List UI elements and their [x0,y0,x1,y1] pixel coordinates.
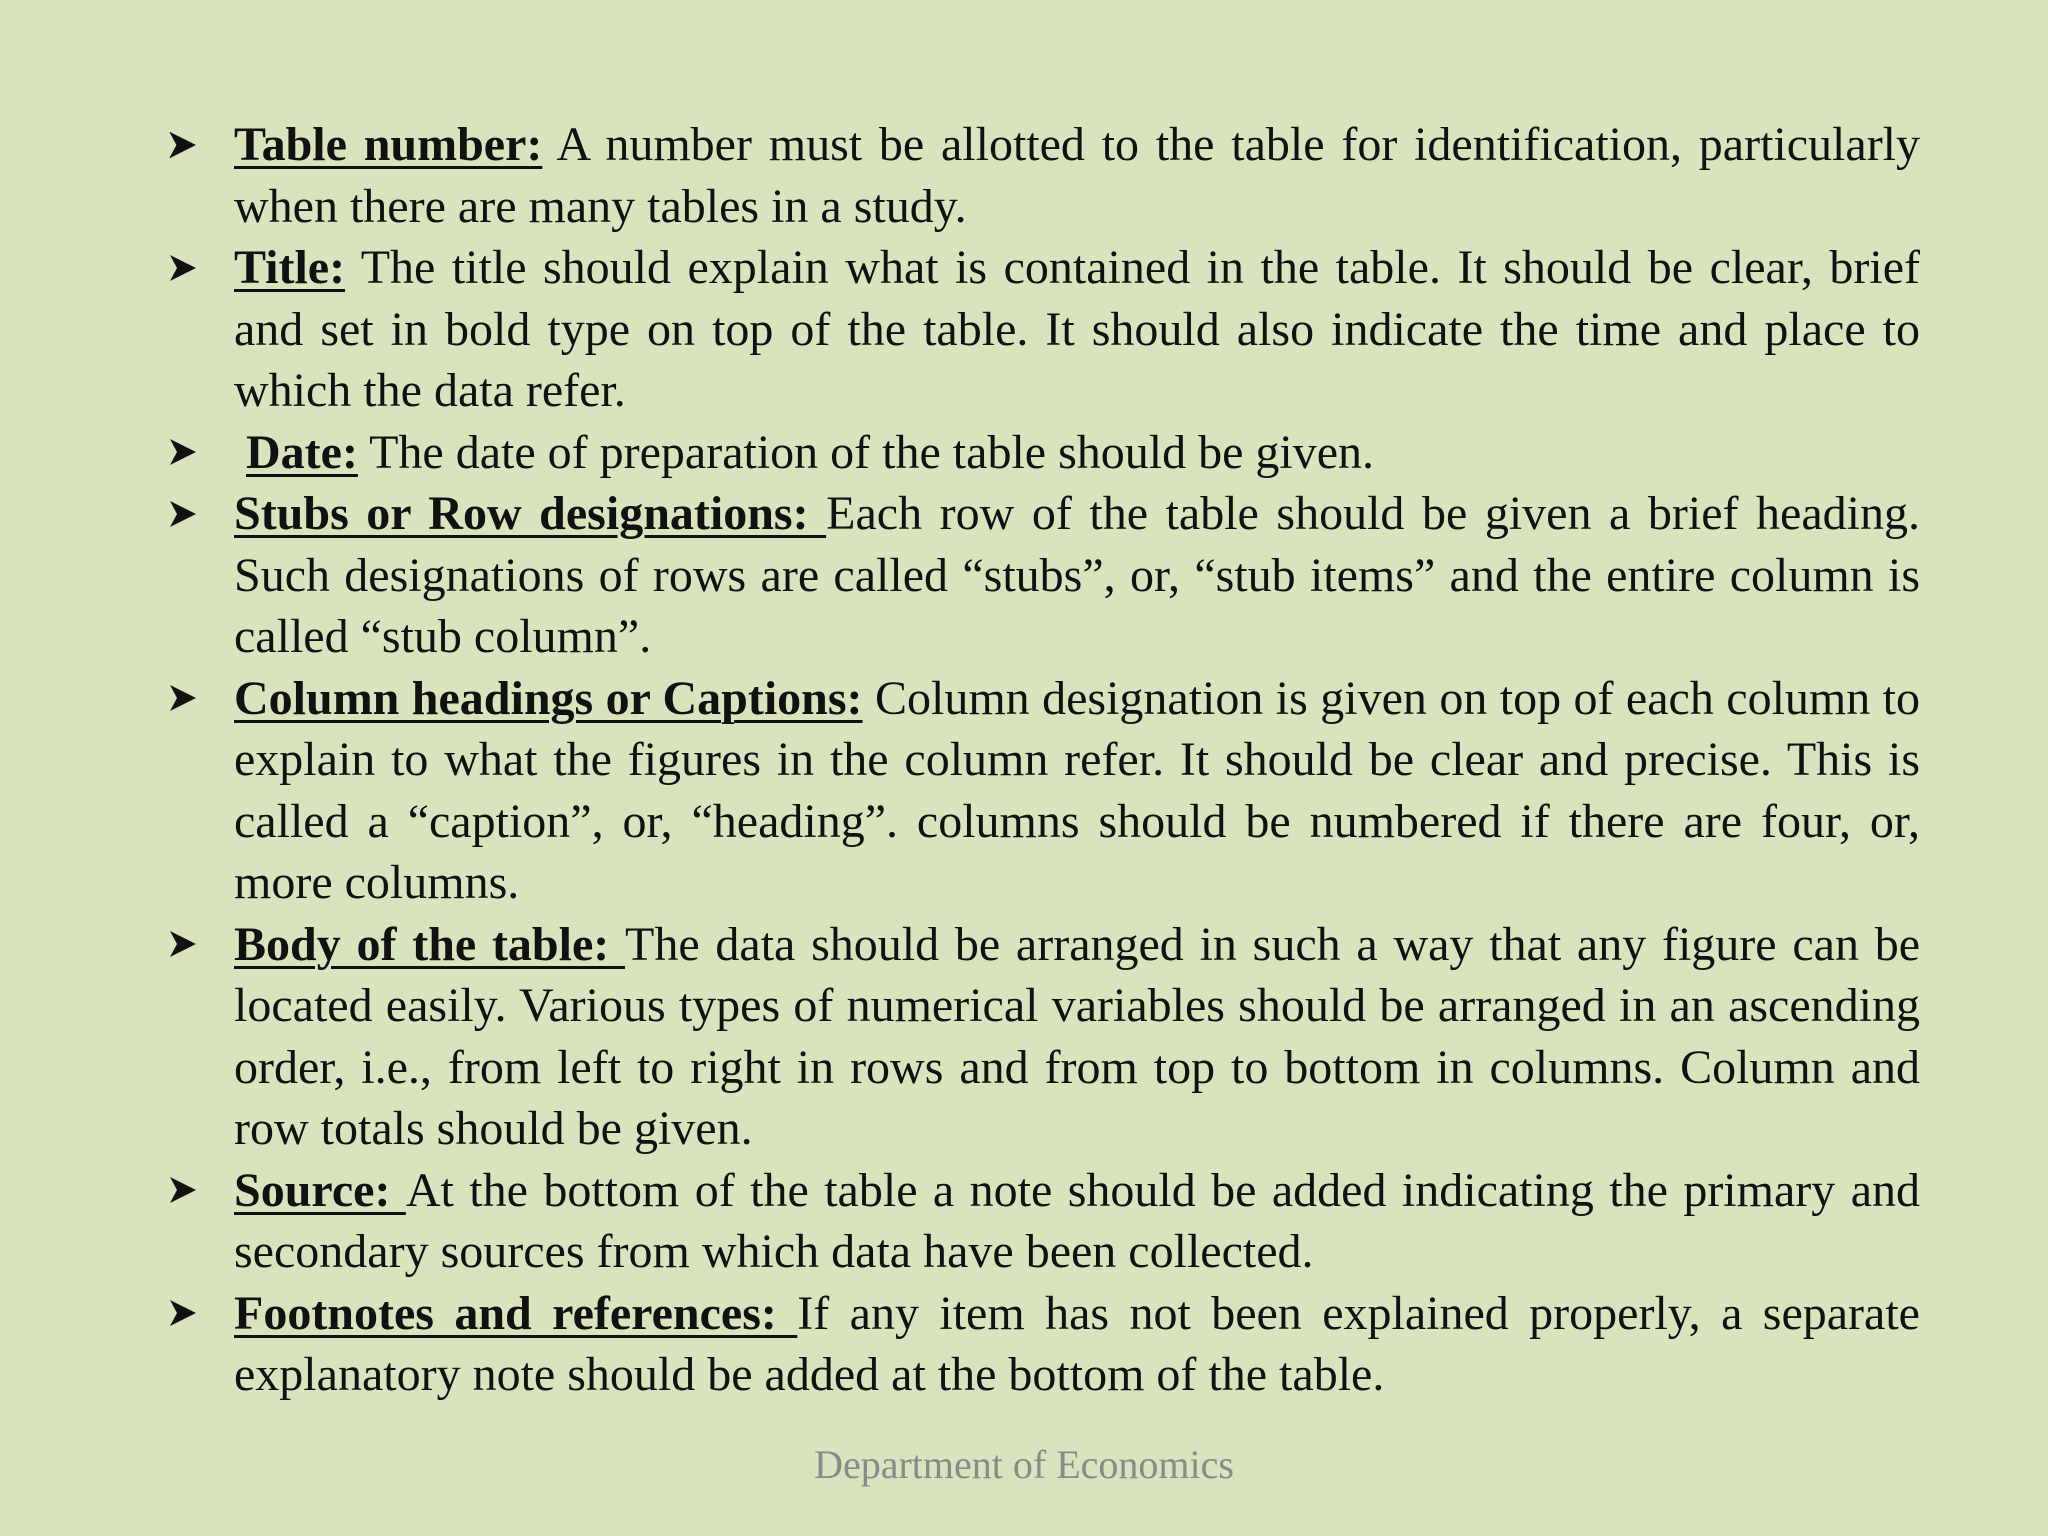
bullet-item-footnotes [168,1283,1920,1406]
bullet-term: Source: [234,1163,406,1217]
bullet-term: Table number: [234,118,543,171]
arrowhead-bullet-icon [168,422,208,484]
bullet-text: Each row of the table should be given a brief heading. Such designations of rows are called “stubs”, or, “stub items” and the entire column is called “stub column”. [234,487,1921,663]
bullet-term: Stubs or Row designations: [234,487,827,540]
bullet-term: Footnotes and references: [234,1286,798,1340]
arrowhead-bullet-icon [168,914,208,976]
bullet-item-body [168,914,1920,1160]
bullet-list [168,114,1920,1406]
bullet-text: Column designation is given on top of each column to explain to what the figures in the column refer. It should be clear and precise. This is called a “caption”, or, “heading”. columns should be numbered if there are four, or, more columns. [234,671,1921,909]
bullet-term: Column headings or Captions: [234,671,863,725]
footer-text: Department of Economics [814,1442,1234,1487]
bullet-text: If any item has not been explained properly, a separate explanatory note should be added at the bottom of the table. [234,1286,1920,1401]
arrowhead-bullet-icon [168,1283,208,1345]
bullet-term: Title: [234,241,346,294]
arrowhead-bullet-icon [168,1160,208,1222]
bullet-text: The data should be arranged in such a way that any figure can be located easily. Various types of numerical variables should be arranged in an ascending order, i.e., from left to right in rows and from top to bottom in columns. Column and row totals should be given. [234,917,1921,1155]
arrowhead-bullet-icon [168,668,208,730]
bullet-item-column-headings [168,668,1920,914]
bullet-text: The date of preparation of the table should be given. [357,425,1375,479]
bullet-item-stubs [168,483,1920,668]
bullet-text: At the bottom of the table a note should be added indicating the primary and secondary sources from which data have been collected. [234,1163,1920,1278]
bullet-term: Date: [246,425,358,479]
bullet-text: The title should explain what is contained in the table. It should be clear, brief and set in bold type on top of the table. It should also indicate the time and place to which the data refer. [234,241,1920,417]
bullet-term: Body of the table: [234,917,626,971]
bullet-item-table-number [168,114,1920,237]
bullet-text: A number must be allotted to the table for identification, particularly when there are many tables in a study. [234,118,1921,233]
bullet-item-title [168,237,1920,422]
arrowhead-bullet-icon [168,237,208,299]
bullet-item-source [168,1160,1920,1283]
bullet-item-date [168,422,1920,484]
arrowhead-bullet-icon [168,114,208,176]
arrowhead-bullet-icon [168,483,208,545]
